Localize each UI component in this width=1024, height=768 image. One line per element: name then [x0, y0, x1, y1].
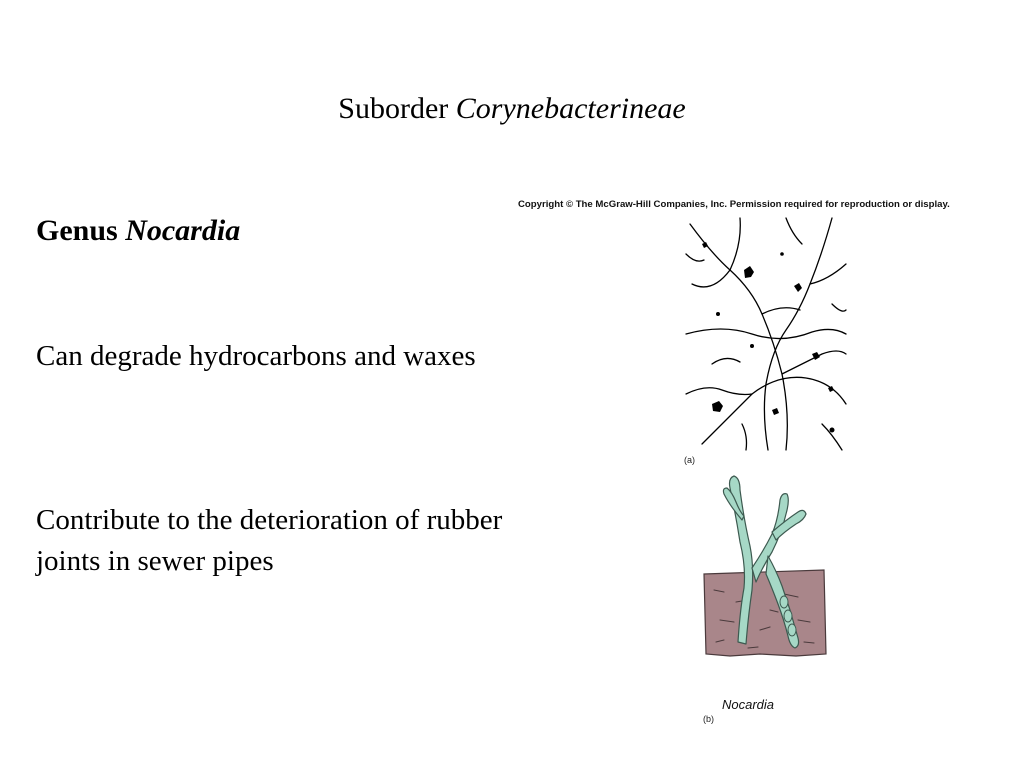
nocardia-mycelium-micrograph — [682, 214, 848, 452]
title-prefix: Suborder — [338, 92, 449, 125]
panel-b-label: (b) — [703, 714, 714, 724]
nocardia-hyphae-drawing — [700, 470, 830, 670]
title-taxon: Corynebacterineae — [455, 92, 686, 125]
substrate-block — [704, 570, 826, 656]
genus-heading — [36, 214, 240, 248]
slide-title — [0, 92, 1024, 126]
panel-a-label: (a) — [684, 455, 695, 465]
copyright-notice: Copyright © The McGraw-Hill Companies, Inc. Permission required for reproduction or display. — [518, 199, 950, 210]
bullet-hydrocarbons: Can degrade hydrocarbons and waxes — [36, 340, 476, 372]
genus-name: Nocardia — [125, 214, 241, 247]
panel-b-caption: Nocardia — [722, 697, 775, 712]
bullet-rubber-joints: Contribute to the deterioration of rubber joints in sewer pipes — [36, 504, 503, 577]
genus-prefix: Genus — [36, 214, 118, 247]
